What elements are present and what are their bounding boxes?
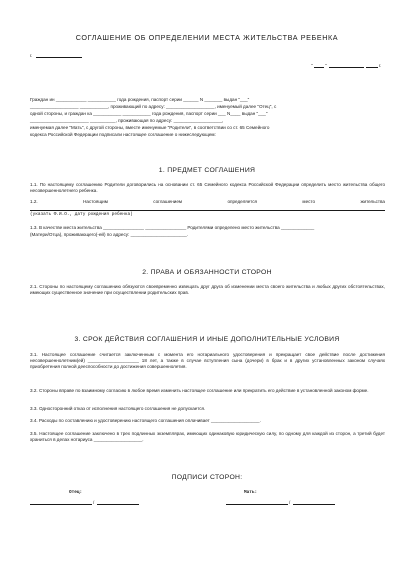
clause-1-3-line: (Матери/Отца), проживающего(-ей) по адресу: ______________________. <box>30 232 189 237</box>
mother-slash: / <box>289 500 291 505</box>
date-quote-open: " <box>311 63 313 68</box>
date-month-blank[interactable] <box>329 63 364 68</box>
date-quote-close: " <box>325 63 327 68</box>
intro-line: кодекса Российской Федерации подписали настоящее соглашение о нижеследующем: <box>30 132 216 137</box>
clause-1-2 <box>30 199 385 205</box>
clause-1-3-line: 1.3. В качестве места жительства ________________ ________________ Родителями определено место жительства _____________ <box>30 225 315 230</box>
clause-1-2-word: Настоящим <box>83 199 108 204</box>
father-label: Отец: <box>69 490 83 495</box>
intro-line: ___________________ ___________, проживающий по адресу: ___________________, именуемый далее "Отец", с <box>30 104 277 109</box>
clause-1-1: 1.1. По настоящему соглашению Родители договорились на основании ст. 65 Семейного кодекса Российской Федерации определить место жительства общего несовершеннолетнего ребенка. <box>30 182 385 194</box>
city-prefix: г. <box>30 53 33 58</box>
date-year-suffix: г. <box>379 63 382 68</box>
intro-line: одной стороны, и граждан ка ___________ ___________ года рождения, паспорт серии ___ N____ выдан "___" <box>30 111 268 116</box>
clause-3-5: 3.5. Настоящее соглашение заключено в трех подлинных экземплярах, имеющих одинаковую юридическую силу, по одному для каждой из сторон, а третий будет храниться в делах нотариуса ___________________. <box>30 431 385 443</box>
clause-3-3: 3.3. Односторонний отказ от исполнения настоящего соглашения не допускается. <box>30 406 206 411</box>
clause-1-2-word: место <box>302 199 316 204</box>
child-info-blank[interactable] <box>30 206 385 211</box>
intro-line: именуемая далее "Мать", с другой стороны, вместе именуемые "Родители", в соответствии со ст. 65 Семейного <box>30 125 270 130</box>
signatures-title: ПОДПИСИ СТОРОН: <box>171 474 243 481</box>
clause-1-2-word: соглашением <box>153 199 183 204</box>
father-name-field[interactable] <box>97 500 139 505</box>
mother-signature-field[interactable] <box>226 500 291 505</box>
clause-1-2-word: 1.2. <box>30 199 38 204</box>
city-blank[interactable] <box>36 53 82 58</box>
clause-1-2-word: жительства <box>360 199 385 204</box>
date-day-blank[interactable] <box>314 63 324 68</box>
father-signature-field[interactable] <box>30 500 95 505</box>
document-title: СОГЛАШЕНИЕ ОБ ОПРЕДЕЛЕНИИ МЕСТА ЖИТЕЛЬСТВА РЕБЕНКА <box>75 33 339 42</box>
intro-line: _______________________ __________, проживающая по адресу: ___________________, <box>30 118 224 123</box>
child-info-hint: (указать Ф.И.О., дату рождения ребенка) <box>30 212 133 217</box>
section-2-title: 2. ПРАВА И ОБЯЗАННОСТИ СТОРОН <box>142 269 272 276</box>
father-slash: / <box>93 500 95 505</box>
section-1-title: 1. ПРЕДМЕТ СОГЛАШЕНИЯ <box>158 167 256 174</box>
clause-2-1: 2.1. Стороны по настоящему соглашению обязуются своевременно извещать друг друга об изменении места своего жительства и любых других обстоятельствах, имеющих существенное значение при осуществлении родительских прав. <box>30 284 385 296</box>
section-3-title: 3. СРОК ДЕЙСТВИЯ СОГЛАШЕНИЯ И ИНЫЕ ДОПОЛНИТЕЛЬНЫЕ УСЛОВИЯ <box>74 336 340 343</box>
clause-3-2: 3.2. Стороны вправе по взаимному согласию в любое время изменить настоящее соглашение или прекратить его действие в установленной законом форме. <box>30 388 369 393</box>
mother-label: Мать: <box>244 490 258 495</box>
mother-name-field[interactable] <box>293 500 335 505</box>
clause-3-1: 3.1. Настоящее соглашение считается заключенным с момента его нотариального удостоверения и прекращает свое действие после достижения несовершеннолетним(ей) ____________________ 18 лет, а также в случае вступления сына (дочери) в брак и в других установленных законом случаях приобретения полной дееспособности до достижения совершеннолетия. <box>30 352 385 370</box>
intro-line: Граждан ин ____________ ___________ года рождения, паспорт серии ______ N _______ выдан "___" <box>30 97 250 102</box>
date-year-blank[interactable] <box>366 63 378 68</box>
clause-3-4: 3.4. Расходы по составлению и удостоверению настоящего соглашения оплачивает ___________________. <box>30 418 261 423</box>
clause-1-2-word: определяется <box>227 199 257 204</box>
